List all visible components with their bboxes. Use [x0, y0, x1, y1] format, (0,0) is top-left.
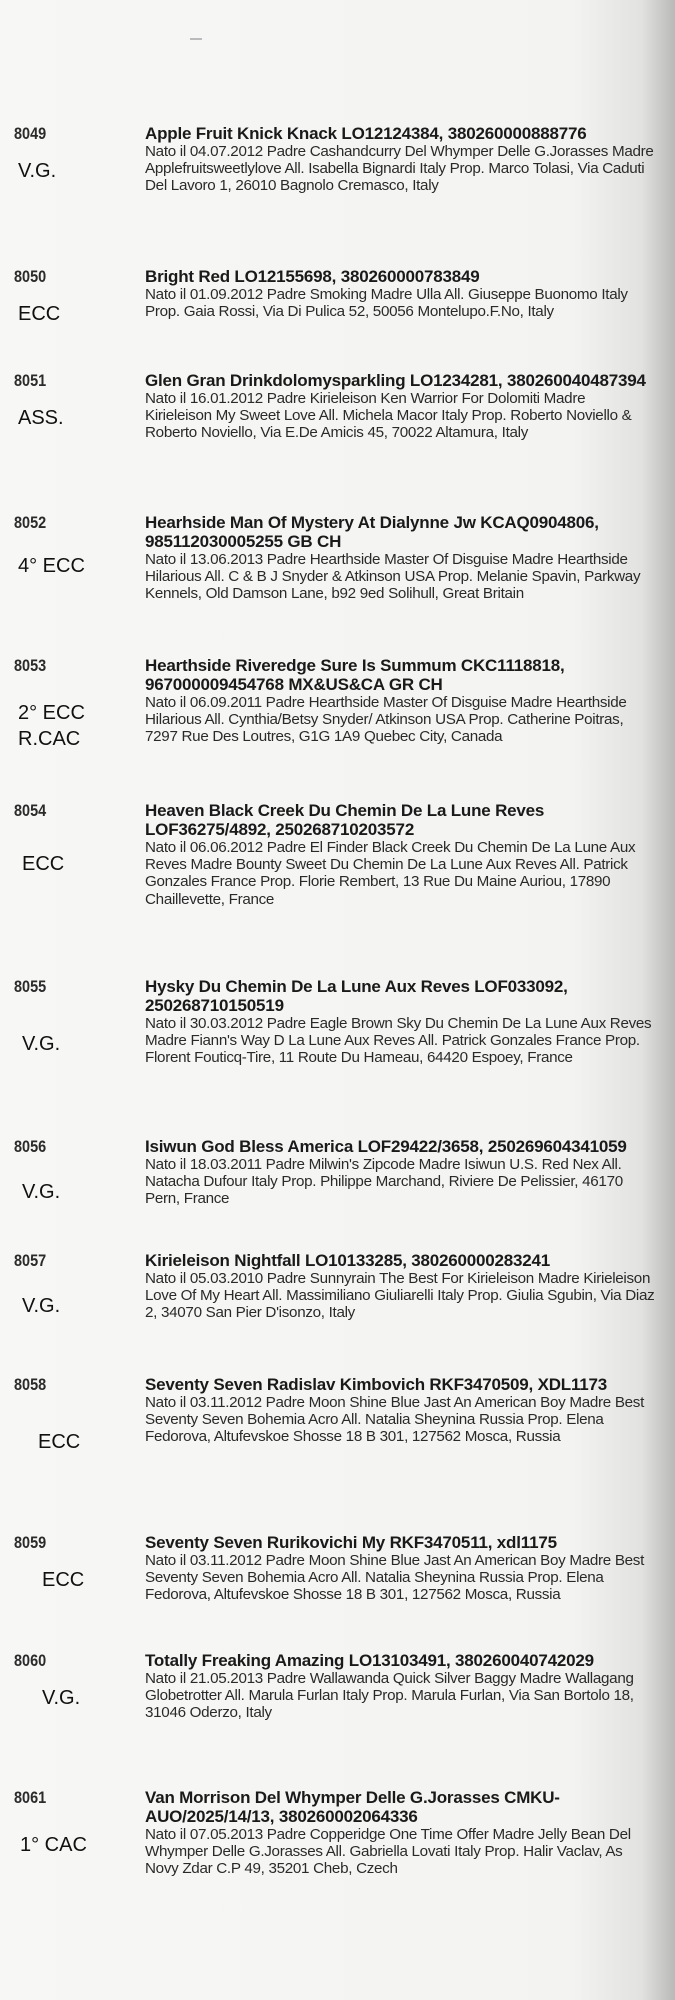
dog-name: Kirieleison Nightfall LO10133285, 380260000283241: [145, 1251, 551, 1270]
dog-name: Glen Gran Drinkdolomysparkling LO1234281, 380260040487394: [145, 371, 646, 390]
dog-details: Nato il 05.03.2010 Padre Sunnyrain The Best For Kirieleison Madre Kirieleison Love Of My Heart All. Massimiliano Giuliarelli Italy Prop. Giulia Sgubin, Via Diaz 2, 34070 San Pier D'isonzo, Italy: [145, 1270, 655, 1322]
entry-text: [145, 1137, 655, 1208]
dog-name: Van Morrison Del Whymper Delle G.Jorasses CMKU-AUO/2025/14/13, 380260002064336: [145, 1788, 560, 1826]
entry-text: [145, 977, 655, 1067]
entry-number: 8054: [14, 801, 47, 820]
dog-name: Totally Freaking Amazing LO13103491, 380260040742029: [145, 1651, 594, 1670]
entry-text: [145, 1375, 655, 1446]
entry-number: 8052: [14, 513, 47, 532]
entry-number: 8055: [14, 977, 47, 996]
dog-name: Seventy Seven Radislav Kimbovich RKF3470509, XDL1173: [145, 1375, 608, 1394]
entry-grade: ECC: [18, 303, 61, 325]
entry-text: [145, 801, 655, 908]
dog-name: Hearhside Man Of Mystery At Dialynne Jw KCAQ0904806, 985112030005255 GB CH: [145, 513, 599, 551]
dog-name: Apple Fruit Knick Knack LO12124384, 380260000888776: [145, 124, 587, 143]
dog-details: Nato il 07.05.2013 Padre Copperidge One Time Offer Madre Jelly Bean Del Whymper Delle G.Jorasses All. Gabriella Lovati Italy Prop. Halir Vaclav, As Novy Zdar C.P 49, 35201 Cheb, Czech: [145, 1826, 631, 1878]
dog-details: Nato il 03.11.2012 Padre Moon Shine Blue Jast An American Boy Madre Best Seventy Seven Bohemia Acro All. Natalia Sheynina Russia Prop. Elena Fedorova, Altufevskoe Shosse 18 B 301, 127562 Mosca, Russia: [145, 1552, 645, 1604]
dog-name: Seventy Seven Rurikovichi My RKF3470511, xdl1175: [145, 1533, 557, 1552]
entry-number: 8056: [14, 1137, 47, 1156]
dog-name: Bright Red LO12155698, 380260000783849: [145, 267, 480, 286]
entry-number: 8050: [14, 267, 47, 286]
dog-name: Heaven Black Creek Du Chemin De La Lune Reves LOF36275/4892, 250268710203572: [145, 801, 545, 839]
entry-grade: ECC: [22, 853, 65, 875]
entry-grade: 1° CAC: [20, 1834, 87, 1856]
dog-name: Hysky Du Chemin De La Lune Aux Reves LOF033092, 250268710150519: [145, 977, 568, 1015]
entry-grade: ASS.: [18, 407, 64, 429]
entry-grade: V.G.: [22, 1181, 61, 1203]
entry-number: 8051: [14, 371, 47, 390]
dog-details: Nato il 18.03.2011 Padre Milwin's Zipcode Madre Isiwun U.S. Red Nex All. Natacha Dufour Italy Prop. Philippe Marchand, Riviere De Pelissier, 46170 Pern, France: [145, 1156, 623, 1208]
entry-text: [145, 1651, 655, 1722]
entry-grade: ECC: [42, 1569, 85, 1591]
entry-number: 8058: [14, 1375, 47, 1394]
entry-text: [145, 267, 655, 320]
dog-details: Nato il 06.06.2012 Padre El Finder Black Creek Du Chemin De La Lune Aux Reves Madre Bounty Sweet Du Chemin De La Lune Aux Reves All. Patrick Gonzales France Prop. Florie Rembert, 13 Rue Du Maine Auriou, 17890 Chaillevette, France: [145, 839, 636, 908]
entry-grade: V.G.: [42, 1687, 81, 1709]
entry-text: [145, 371, 655, 442]
entry-grade: V.G.: [22, 1295, 61, 1317]
dog-details: Nato il 01.09.2012 Padre Smoking Madre Ulla All. Giuseppe Buonomo Italy Prop. Gaia Rossi, Via Di Pulica 52, 50056 Montelupo.F.No, Italy: [145, 286, 628, 321]
entry-text: [145, 1251, 655, 1322]
entry-grade: V.G.: [18, 160, 57, 182]
entry-number: 8053: [14, 656, 47, 675]
page-edge-mark: [190, 38, 202, 40]
entry-number: 8060: [14, 1651, 47, 1670]
entry-text: [145, 1788, 655, 1878]
dog-details: Nato il 16.01.2012 Padre Kirieleison Ken Warrior For Dolomiti Madre Kirieleison My Sweet Love All. Michela Macor Italy Prop. Roberto Noviello & Roberto Noviello, Via E.De Amicis 45, 70022 Altamura, Italy: [145, 390, 632, 442]
dog-details: Nato il 13.06.2013 Padre Hearthside Master Of Disguise Madre Hearthside Hilarious All. C & B J Snyder & Atkinson USA Prop. Melanie Spavin, Parkway Kennels, Old Damson Lane, b92 9ed Solihull, Great Britain: [145, 551, 641, 603]
dog-details: Nato il 03.11.2012 Padre Moon Shine Blue Jast An American Boy Madre Best Seventy Seven Bohemia Acro All. Natalia Sheynina Russia Prop. Elena Fedorova, Altufevskoe Shosse 18 B 301, 127562 Mosca, Russia: [145, 1394, 645, 1446]
entry-number: 8059: [14, 1533, 47, 1552]
entry-grade: 4° ECC: [18, 555, 85, 577]
entry-text: [145, 656, 655, 746]
entry-number: 8061: [14, 1788, 47, 1807]
entry-number: 8049: [14, 124, 47, 143]
dog-details: Nato il 04.07.2012 Padre Cashandcurry Del Whymper Delle G.Jorasses Madre Applefruitsweetlylove All. Isabella Bignardi Italy Prop. Marco Tolasi, Via Caduti Del Lavoro 1, 26010 Bagnolo Cremasco, Italy: [145, 143, 654, 195]
entry-text: [145, 1533, 655, 1604]
dog-details: Nato il 30.03.2012 Padre Eagle Brown Sky Du Chemin De La Lune Aux Reves Madre Fiann's Way D La Lune Aux Reves All. Patrick Gonzales France Prop. Florent Fouticq-Tire, 11 Route Du Hameau, 64420 Espoey, France: [145, 1015, 652, 1067]
entry-number: 8057: [14, 1251, 47, 1270]
dog-details: Nato il 21.05.2013 Padre Wallawanda Quick Silver Baggy Madre Wallagang Globetrotter All. Marula Furlan Italy Prop. Marula Furlan, Via San Bortolo 18, 31046 Oderzo, Italy: [145, 1670, 634, 1722]
dog-details: Nato il 06.09.2011 Padre Hearthside Master Of Disguise Madre Hearthside Hilarious All. Cynthia/Betsy Snyder/ Atkinson USA Prop. Catherine Poitras, 7297 Rue Des Loutres, G1G 1A9 Quebec City, Canada: [145, 694, 627, 746]
entry-grade: 2° ECC R.CAC: [18, 702, 85, 750]
entry-text: [145, 513, 655, 603]
dog-name: Isiwun God Bless America LOF29422/3658, 250269604341059: [145, 1137, 627, 1156]
entry-text: [145, 124, 655, 195]
entry-grade: V.G.: [22, 1033, 61, 1055]
entry-grade: ECC: [38, 1431, 81, 1453]
dog-name: Hearthside Riveredge Sure Is Summum CKC1118818, 967000009454768 MX&US&CA GR CH: [145, 656, 565, 694]
